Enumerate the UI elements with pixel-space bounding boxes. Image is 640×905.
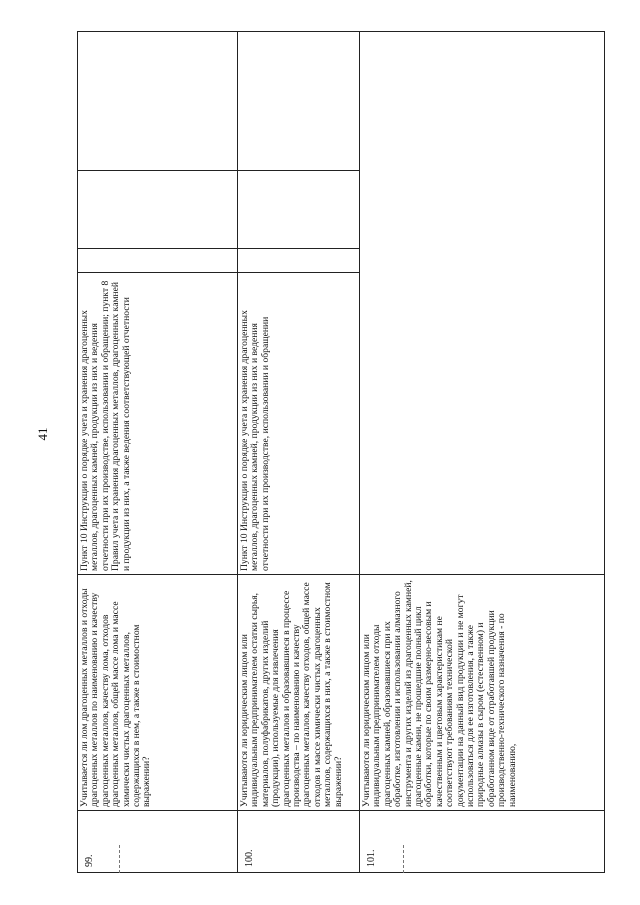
table-viewport <box>77 31 605 873</box>
page-number: 41 <box>35 427 50 441</box>
column-divider <box>77 170 359 171</box>
row-number: 101. <box>366 849 377 867</box>
question-text: Учитывается ли лом драгоценных металлов и отходы драгоценных металлов по наименованию и качеству драгоценных металлов, качеству лома, отходов драгоценных металлов, общей массе лома и массе химически чистых драгоценных металлов, содержащихся в нем, а также в стоимостном выражении? <box>79 588 153 807</box>
legal-reference <box>359 31 605 575</box>
question-text: Учитываются ли юридическим лицом или индивидуальным предпринимателем остатки сырья, материалов, полуфабрикатов, других изделий (продукции), используемые для извлечения драгоценных металлов и образовавшиеся в процессе производства – по наименованию и качеству драгоценных металлов, качеству отходов, общей массе отходов и массе химически чистых драгоценных металлов, содержащихся в них, а также в стоимостном выражении? <box>239 582 344 807</box>
column-divider <box>77 248 359 249</box>
legal-reference: Пункт 10 Инструкции о порядке учета и хранения драгоценных металлов, драгоценных камней, продукции из них и ведения отчетности при их производстве, использовании и обращении; пункт 8 Правил учета и хранения драгоценных металлов, драгоценных камней и продукции из них, а также ведения соответствующей отчетности <box>79 280 132 571</box>
checklist-table <box>77 31 605 873</box>
row-number: 100. <box>244 849 255 867</box>
question-text: Учитываются ли юридическим лицом или индивидуальным предпринимателем отходы драгоценных камней, образовавшиеся при их обработке, изготовлении и использовании алмазного инструмента и других изделий из драгоценных камней, драгоценные камни, не прошедшие полный цикл обработки, которые по своим размерно-весовым и качественным и цветовым характеристикам не соответствуют требованиям технической документации на данный вид продукции и не могут использоваться для ее изготовления, а также природные алмазы в сыром (естественном) и обработанном виде от отработавшей продукции производственно-технического назначения - по наименованию, <box>361 580 518 807</box>
legal-reference: Пункт 10 Инструкции о порядке учета и хранения драгоценных металлов, драгоценных камней, продукции из них и ведения отчетности при их производстве, использовании и обращении <box>239 310 271 571</box>
row-number: 99. <box>84 854 95 867</box>
